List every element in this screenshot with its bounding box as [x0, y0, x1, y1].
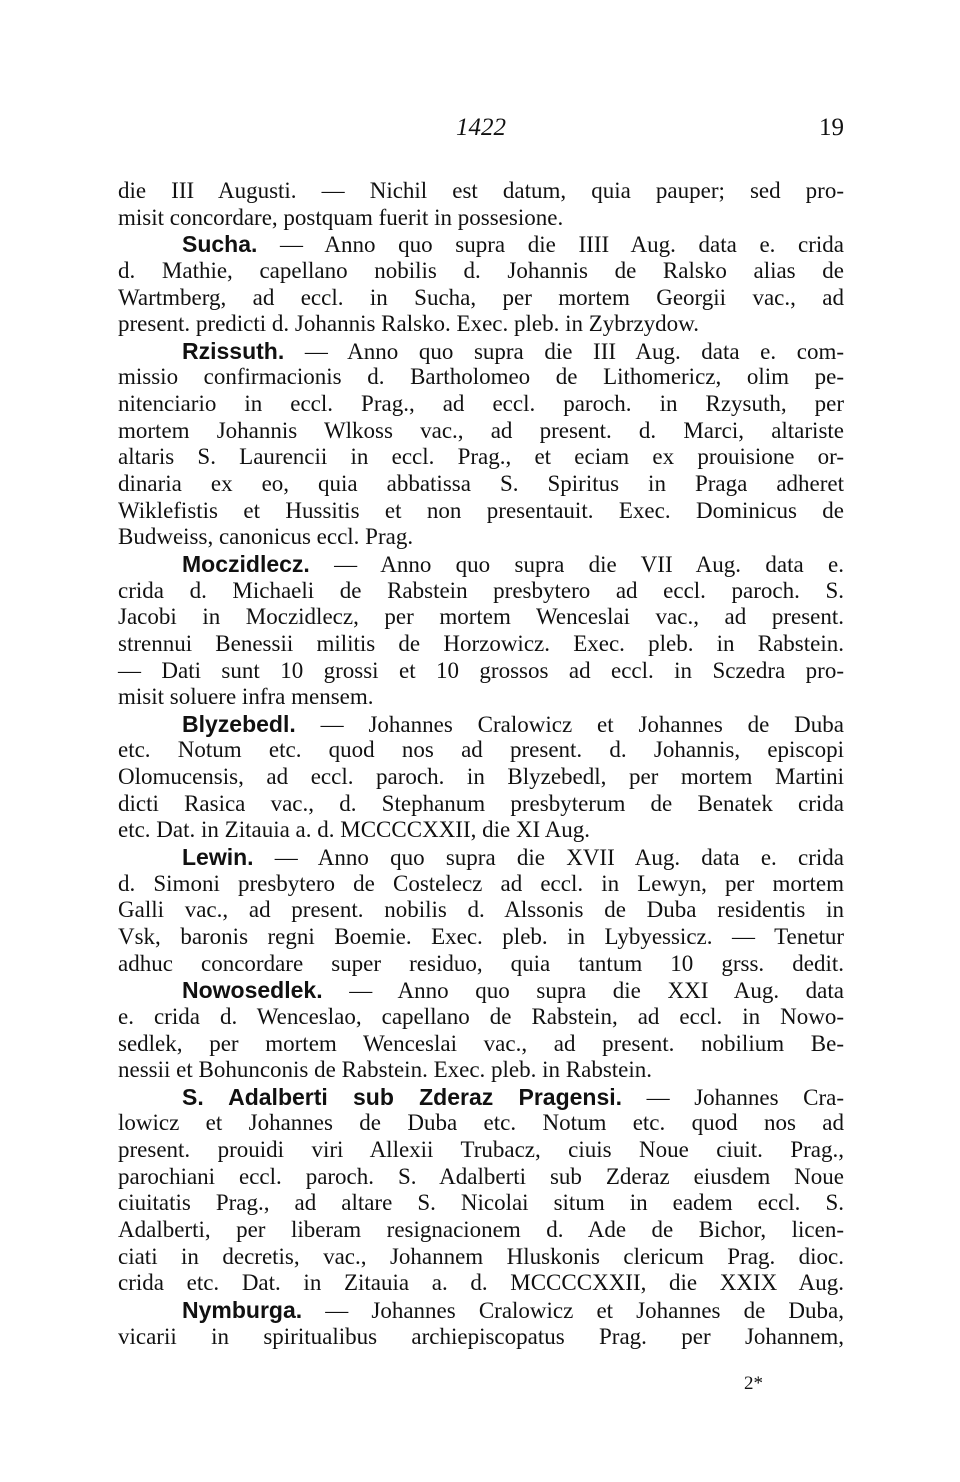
text-line: [118, 1137, 844, 1164]
line-text: Wartmberg, ad eccl. in Sucha, per mortem Georgii vac., ad: [118, 284, 844, 310]
entry-first-line: [118, 977, 844, 1004]
line-text: — Johannes Cralowicz et Johannes de Duba,: [302, 1297, 844, 1323]
text-line: [118, 391, 844, 418]
line-text: etc. Dat. in Zitauia a. d. MCCCCXXII, die XI Aug.: [118, 817, 591, 843]
place-heading: Lewin.: [182, 844, 254, 871]
running-header: [118, 112, 844, 148]
text-line: [118, 1217, 844, 1244]
line-text: adhuc concordare super residuo, quia tantum 10 grss. dedit.: [118, 950, 844, 976]
line-text: — Anno quo supra die IIII Aug. data e. crida: [257, 232, 844, 258]
line-text: — Anno quo supra die VII Aug. data e.: [309, 551, 844, 577]
line-text: ciuitatis Prag., ad altare S. Nicolai situm in eadem eccl. S.: [118, 1190, 844, 1216]
text-line: [118, 418, 844, 445]
line-text: Adalberti, per liberam resignacionem d. Ade de Bichor, licen-: [118, 1216, 844, 1242]
text-line: [118, 817, 844, 844]
place-heading: Rzissuth.: [182, 337, 285, 364]
text-line: [118, 364, 844, 391]
text-line: [118, 285, 844, 312]
line-text: vicarii in spiritualibus archiepiscopatus Prag. per Johannem,: [118, 1323, 844, 1349]
line-text: missio confirmacionis d. Bartholomeo de Lithomericz, olim pe-: [118, 364, 844, 390]
line-text: — Anno quo supra die XXI Aug. data: [322, 978, 844, 1004]
line-text: altaris S. Laurencii in eccl. Prag., et eciam ex prouisione or-: [118, 444, 844, 470]
line-text: crida d. Michaeli de Rabstein presbytero ad eccl. paroch. S.: [118, 577, 844, 603]
line-text: d. Simoni presbytero de Costelecz ad eccl. in Lewyn, per mortem: [118, 870, 844, 896]
line-text: misit concordare, postquam fuerit in possesione.: [118, 204, 564, 230]
line-text: Galli vac., ad present. nobilis d. Alssonis de Duba residentis in: [118, 897, 844, 923]
text-line: [118, 737, 844, 764]
signature-mark: 2*: [744, 1373, 763, 1394]
text-line: [118, 1004, 844, 1031]
line-text: Vsk, baronis regni Boemie. Exec. pleb. in Lybyessicz. — Tenetur: [118, 923, 844, 949]
text-line: [118, 924, 844, 951]
line-text: misit soluere infra mensem.: [118, 684, 374, 710]
line-text: Jacobi in Moczidlecz, per mortem Wenceslai vac., ad present.: [118, 604, 844, 630]
line-text: — Anno quo supra die III Aug. data e. com-: [284, 338, 844, 364]
text-line: [118, 951, 844, 978]
body-text: [118, 178, 844, 1350]
place-heading: Nowosedlek.: [182, 977, 323, 1004]
text-line: [118, 311, 844, 338]
line-text: Budweiss, canonicus eccl. Prag.: [118, 524, 414, 550]
entry-first-line: [118, 1297, 844, 1324]
line-text: — Johannes Cra-: [622, 1084, 845, 1110]
place-heading: Blyzebedl.: [182, 710, 296, 737]
page-number: 19: [819, 114, 844, 141]
line-text: Wiklefistis et Hussitis et non presentauit. Exec. Dominicus de: [118, 497, 844, 523]
place-heading: Sucha.: [182, 231, 258, 258]
text-line: [118, 791, 844, 818]
text-line: [118, 1244, 844, 1271]
text-line: [118, 1270, 844, 1297]
text-line: [118, 897, 844, 924]
text-line: [118, 1324, 844, 1351]
text-line: [118, 178, 844, 205]
entry-first-line: [118, 338, 844, 365]
text-line: [118, 205, 844, 232]
line-text: e. crida d. Wenceslao, capellano de Rabstein, ad eccl. in Nowo-: [118, 1003, 844, 1029]
line-text: sedlek, per mortem Wenceslai vac., ad present. nobilium Be-: [118, 1030, 844, 1056]
line-text: nessii et Bohunconis de Rabstein. Exec. pleb. in Rabstein.: [118, 1057, 653, 1083]
line-text: strennui Benessii militis de Horzowicz. Exec. pleb. in Rabstein.: [118, 630, 844, 656]
line-text: — Johannes Cralowicz et Johannes de Duba: [295, 711, 844, 737]
text-line: [118, 631, 844, 658]
line-text: parochiani eccl. paroch. S. Adalberti sub Zderaz eiusdem Noue: [118, 1163, 844, 1189]
text-line: [118, 444, 844, 471]
text-line: [118, 1031, 844, 1058]
place-heading: Nymburga.: [182, 1296, 303, 1323]
text-line: [118, 498, 844, 525]
text-line: [118, 1190, 844, 1217]
text-line: [118, 578, 844, 605]
place-heading: Moczidlecz.: [182, 550, 310, 577]
line-text: d. Mathie, capellano nobilis d. Johannis de Ralsko alias de: [118, 257, 844, 283]
text-line: [118, 658, 844, 685]
line-text: — Anno quo supra die XVII Aug. data e. crida: [253, 845, 844, 871]
entry-first-line: [118, 231, 844, 258]
running-head-year: 1422: [456, 114, 506, 141]
text-line: [118, 471, 844, 498]
line-text: Olomucensis, ad eccl. paroch. in Blyzebedl, per mortem Martini: [118, 764, 844, 790]
line-text: present. predicti d. Johannis Ralsko. Exec. pleb. in Zybrzydow.: [118, 311, 700, 337]
line-text: ciati in decretis, vac., Johannem Hluskonis clericum Prag. dioc.: [118, 1243, 844, 1269]
text-line: [118, 871, 844, 898]
entry-first-line: [118, 844, 844, 871]
line-text: etc. Notum etc. quod nos ad present. d. Johannis, episcopi: [118, 737, 844, 763]
text-line: [118, 524, 844, 551]
line-text: present. prouidi viri Allexii Trubacz, ciuis Noue ciuit. Prag.,: [118, 1137, 844, 1163]
line-text: nitenciario in eccl. Prag., ad eccl. paroch. in Rzysuth, per: [118, 391, 844, 417]
line-text: mortem Johannis Wlkoss vac., ad present. d. Marci, altariste: [118, 417, 844, 443]
place-heading: S. Adalberti sub Zderaz Pragensi.: [182, 1083, 623, 1110]
line-text: — Dati sunt 10 grossi et 10 grossos ad eccl. in Sczedra pro-: [118, 657, 844, 683]
text-line: [118, 1110, 844, 1137]
text-line: [118, 1164, 844, 1191]
text-line: [118, 258, 844, 285]
entry-first-line: [118, 1084, 844, 1111]
line-text: crida etc. Dat. in Zitauia a. d. MCCCCXXII, die XXIX Aug.: [118, 1270, 844, 1296]
line-text: lowicz et Johannes de Duba etc. Notum etc. quod nos ad: [118, 1110, 844, 1136]
line-text: die III Augusti. — Nichil est datum, quia pauper; sed pro-: [118, 178, 844, 203]
entry-first-line: [118, 551, 844, 578]
line-text: dicti Rasica vac., d. Stephanum presbyterum de Benatek crida: [118, 790, 844, 816]
entry-first-line: [118, 711, 844, 738]
text-line: [118, 604, 844, 631]
text-line: [118, 684, 844, 711]
text-line: [118, 764, 844, 791]
text-line: [118, 1057, 844, 1084]
line-text: dinaria ex eo, quia abbatissa S. Spiritus in Praga adheret: [118, 471, 844, 497]
